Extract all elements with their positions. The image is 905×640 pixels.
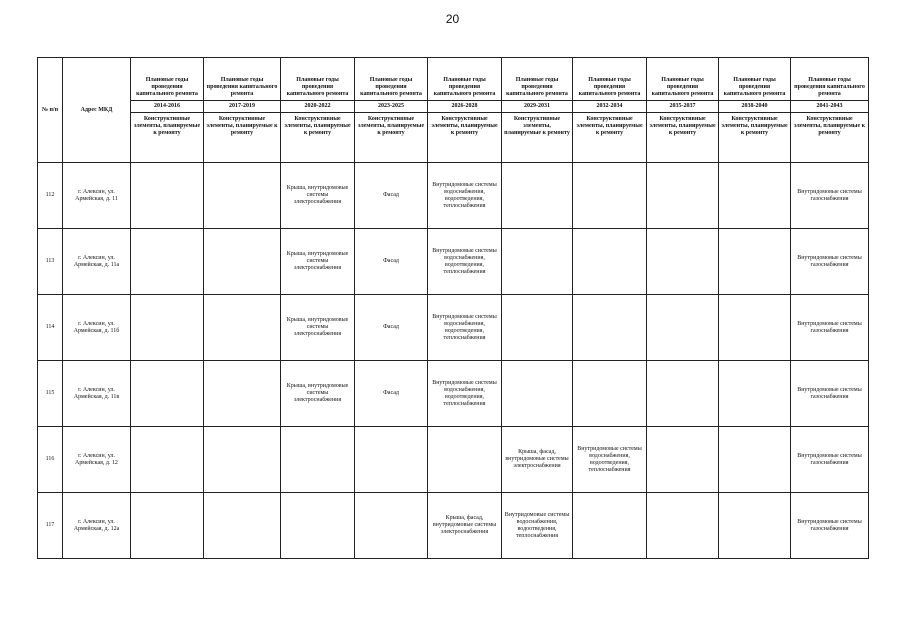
header-row-period-title xyxy=(38,58,869,101)
row-address: г. Алексин, ул. Армейская, д. 12 xyxy=(63,427,131,493)
table-cell xyxy=(131,295,204,361)
column-header-years: 2014-2016 xyxy=(131,101,204,113)
table-cell: Внутридомовые системы газоснабжения xyxy=(791,295,869,361)
column-header-period-title: Плановые годы проведения капитального ремонта xyxy=(355,58,428,101)
table-cell xyxy=(719,427,791,493)
table-cell xyxy=(502,295,573,361)
table-cell: Внутридомовые системы газоснабжения xyxy=(791,229,869,295)
column-header-years: 2032-2034 xyxy=(573,101,647,113)
column-header-period-title: Плановые годы проведения капитального ремонта xyxy=(791,58,869,101)
column-header-period-title: Плановые годы проведения капитального ремонта xyxy=(573,58,647,101)
table-cell: Внутридомовые системы газоснабжения xyxy=(791,361,869,427)
column-header-years: 2017-2019 xyxy=(204,101,281,113)
table-cell xyxy=(719,229,791,295)
table-cell xyxy=(647,493,719,559)
column-header-elements: Конструктивные элементы, планируемые к ремонту xyxy=(131,113,204,163)
column-header-elements: Конструктивные элементы, планируемые к ремонту xyxy=(719,113,791,163)
table-cell xyxy=(719,163,791,229)
column-header-period-title: Плановые годы проведения капитального ремонта xyxy=(719,58,791,101)
column-header-period-title: Плановые годы проведения капитального ремонта xyxy=(131,58,204,101)
header-row-elements xyxy=(38,113,869,163)
table-cell xyxy=(502,361,573,427)
table-cell: Крыша, фасад, внутридомовые системы электроснабжения xyxy=(502,427,573,493)
table-cell xyxy=(204,295,281,361)
table-cell xyxy=(131,427,204,493)
table-cell: Внутридомовые системы водоснабжения, водоотведения, теплоснабжения xyxy=(428,163,502,229)
row-address: г. Алексин, ул. Армейская, д. 11 xyxy=(63,163,131,229)
table-cell xyxy=(719,361,791,427)
table-cell: Фасад xyxy=(355,361,428,427)
table-cell xyxy=(355,427,428,493)
table-cell: Внутридомовые системы водоснабжения, водоотведения, теплоснабжения xyxy=(573,427,647,493)
table-cell: Крыша, внутридомовые системы электроснабжения xyxy=(281,163,355,229)
column-header-period-title: Плановые годы проведения капитального ремонта xyxy=(204,58,281,101)
table-cell xyxy=(647,229,719,295)
table-cell xyxy=(131,493,204,559)
column-header-period-title: Плановые годы проведения капитального ремонта xyxy=(428,58,502,101)
column-header-number: № п/п xyxy=(38,58,63,163)
table-cell xyxy=(131,163,204,229)
column-header-period-title: Плановые годы проведения капитального ремонта xyxy=(647,58,719,101)
table-cell xyxy=(428,427,502,493)
row-number: 113 xyxy=(38,229,63,295)
table-cell xyxy=(573,493,647,559)
table-cell xyxy=(719,493,791,559)
table-cell xyxy=(573,229,647,295)
table-cell: Внутридомовые системы водоснабжения, водоотведения, теплоснабжения xyxy=(428,361,502,427)
table-cell: Фасад xyxy=(355,229,428,295)
row-number: 115 xyxy=(38,361,63,427)
column-header-elements: Конструктивные элементы, планируемые к ремонту xyxy=(281,113,355,163)
row-address: г. Алексин, ул. Армейская, д. 11в xyxy=(63,361,131,427)
row-number: 114 xyxy=(38,295,63,361)
table-row xyxy=(38,229,869,295)
row-address: г. Алексин, ул. Армейская, д. 11б xyxy=(63,295,131,361)
table-cell xyxy=(204,163,281,229)
table-cell: Фасад xyxy=(355,295,428,361)
column-header-elements: Конструктивные элементы, планируемые к ремонту xyxy=(428,113,502,163)
table-row xyxy=(38,163,869,229)
column-header-years: 2023-2025 xyxy=(355,101,428,113)
column-header-years: 2038-2040 xyxy=(719,101,791,113)
table-cell: Крыша, внутридомовые системы электроснабжения xyxy=(281,229,355,295)
table-row xyxy=(38,493,869,559)
column-header-years: 2029-2031 xyxy=(502,101,573,113)
row-address: г. Алексин, ул. Армейская, д. 12а xyxy=(63,493,131,559)
row-number: 117 xyxy=(38,493,63,559)
table-cell xyxy=(719,295,791,361)
table-cell: Внутридомовые системы газоснабжения xyxy=(791,427,869,493)
column-header-years: 2026-2028 xyxy=(428,101,502,113)
table-cell xyxy=(204,229,281,295)
row-number: 116 xyxy=(38,427,63,493)
table-cell xyxy=(131,361,204,427)
table-cell: Внутридомовые системы водоснабжения, водоотведения, теплоснабжения xyxy=(428,295,502,361)
table-row xyxy=(38,295,869,361)
table-cell xyxy=(502,163,573,229)
table-cell xyxy=(281,493,355,559)
table-cell xyxy=(204,361,281,427)
table-cell xyxy=(131,229,204,295)
column-header-period-title: Плановые годы проведения капитального ремонта xyxy=(502,58,573,101)
table-row xyxy=(38,361,869,427)
table-row xyxy=(38,427,869,493)
table-cell xyxy=(573,163,647,229)
column-header-years: 2020-2022 xyxy=(281,101,355,113)
table-cell: Крыша, внутридомовые системы электроснабжения xyxy=(281,361,355,427)
table-cell: Внутридомовые системы водоснабжения, водоотведения, теплоснабжения xyxy=(502,493,573,559)
table-cell xyxy=(647,361,719,427)
table-body xyxy=(38,163,869,559)
page-number: 20 xyxy=(445,12,460,26)
capital-repair-plan-table xyxy=(37,57,869,559)
table-cell: Внутридомовые системы газоснабжения xyxy=(791,493,869,559)
table-cell: Фасад xyxy=(355,163,428,229)
table-cell xyxy=(573,295,647,361)
column-header-elements: Конструктивные элементы, планируемые к ремонту xyxy=(204,113,281,163)
table-header xyxy=(38,58,869,163)
column-header-years: 2041-2043 xyxy=(791,101,869,113)
column-header-elements: Конструктивные элементы, планируемые к ремонту xyxy=(573,113,647,163)
row-number: 112 xyxy=(38,163,63,229)
column-header-elements: Конструктивные элементы, планируемые к ремонту xyxy=(791,113,869,163)
table-cell xyxy=(204,493,281,559)
row-address: г. Алексин, ул. Армейская, д. 11а xyxy=(63,229,131,295)
table-cell xyxy=(647,163,719,229)
column-header-years: 2035-2037 xyxy=(647,101,719,113)
column-header-elements: Конструктивные элементы, планируемые к ремонту xyxy=(647,113,719,163)
table-cell xyxy=(573,361,647,427)
table-cell: Крыша, фасад, внутридомовые системы электроснабжения xyxy=(428,493,502,559)
table-cell xyxy=(647,295,719,361)
column-header-elements: Конструктивные элементы, планируемые к ремонту xyxy=(502,113,573,163)
column-header-address: Адрес МКД xyxy=(63,58,131,163)
column-header-period-title: Плановые годы проведения капитального ремонта xyxy=(281,58,355,101)
table-cell: Крыша, внутридомовые системы электроснабжения xyxy=(281,295,355,361)
table-cell xyxy=(502,229,573,295)
table-cell xyxy=(281,427,355,493)
table-cell xyxy=(355,493,428,559)
column-header-elements: Конструктивные элементы, планируемые к ремонту xyxy=(355,113,428,163)
table-cell xyxy=(204,427,281,493)
header-row-years xyxy=(38,101,869,113)
table-cell: Внутридомовые системы водоснабжения, водоотведения, теплоснабжения xyxy=(428,229,502,295)
table-cell: Внутридомовые системы газоснабжения xyxy=(791,163,869,229)
table-cell xyxy=(647,427,719,493)
